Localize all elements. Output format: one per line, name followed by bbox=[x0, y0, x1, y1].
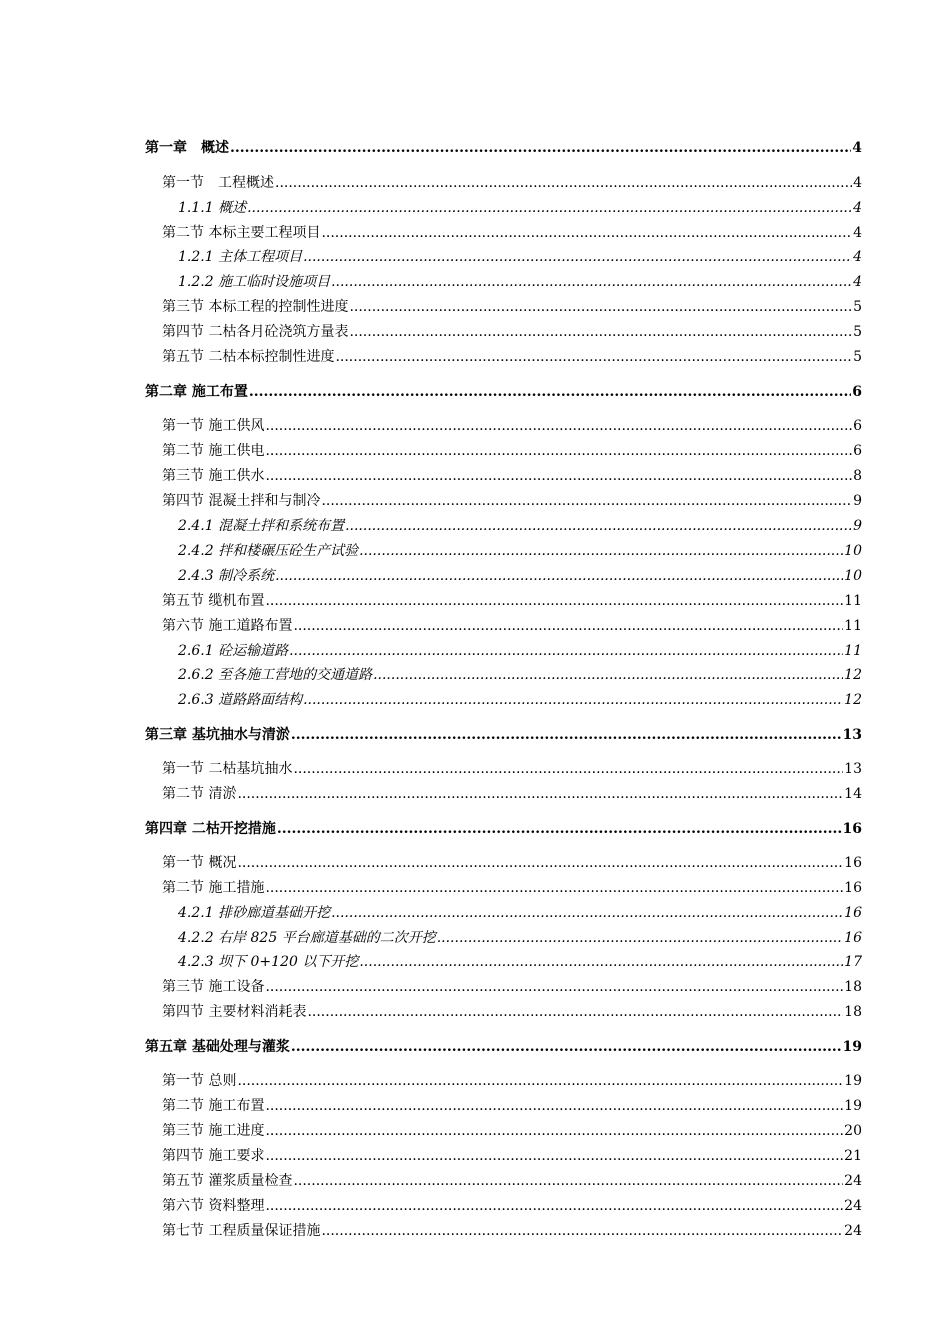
toc-page-number: 24 bbox=[844, 1173, 862, 1189]
toc-page-number: 16 bbox=[844, 880, 862, 896]
toc-entry-title: 第四节 主要材料消耗表 bbox=[162, 1004, 307, 1020]
dot-leader bbox=[303, 249, 852, 265]
toc-chapter-entry[interactable] bbox=[145, 137, 862, 157]
dot-leader bbox=[321, 1223, 843, 1239]
toc-section-entry[interactable] bbox=[162, 490, 862, 510]
toc-page-number: 5 bbox=[853, 324, 862, 340]
dot-leader bbox=[437, 930, 843, 946]
toc-page-number: 4 bbox=[853, 225, 862, 241]
toc-section-entry[interactable] bbox=[162, 465, 862, 485]
toc-page-number: 4 bbox=[853, 274, 862, 290]
dot-leader bbox=[291, 1039, 842, 1055]
toc-entry-title: 第一节 施工供风 bbox=[162, 418, 265, 434]
toc-subsection-entry[interactable] bbox=[178, 664, 862, 684]
toc-section-entry[interactable] bbox=[162, 415, 862, 435]
toc-entry-title: 第七节 工程质量保证措施 bbox=[162, 1223, 321, 1239]
toc-section-entry[interactable] bbox=[162, 321, 862, 341]
toc-page-number: 9 bbox=[853, 518, 862, 534]
toc-entry-title: 第三节 施工设备 bbox=[162, 979, 265, 995]
dot-leader bbox=[277, 821, 842, 837]
dot-leader bbox=[230, 140, 851, 156]
toc-entry-title: 第四节 混凝土拌和与制冷 bbox=[162, 493, 321, 509]
dot-leader bbox=[237, 855, 843, 871]
toc-entry-title: 2.6.2 至各施工营地的交通道路 bbox=[178, 667, 373, 683]
toc-entry-title: 第五节 二枯本标控制性进度 bbox=[162, 349, 335, 365]
dot-leader bbox=[331, 274, 852, 290]
dot-leader bbox=[349, 324, 852, 340]
toc-entry-title: 4.2.1 排砂廊道基础开挖 bbox=[178, 905, 331, 921]
toc-page-number: 9 bbox=[853, 493, 862, 509]
toc-page-number: 20 bbox=[844, 1123, 862, 1139]
dot-leader bbox=[275, 568, 843, 584]
toc-section-entry[interactable] bbox=[162, 1195, 862, 1215]
toc-section-entry[interactable] bbox=[162, 877, 862, 897]
toc-page-number: 5 bbox=[853, 299, 862, 315]
toc-page-number: 4 bbox=[852, 140, 862, 156]
toc-entry-title: 第三章 基坑抽水与清淤 bbox=[145, 727, 290, 743]
toc-subsection-entry[interactable] bbox=[178, 640, 862, 660]
toc-section-entry[interactable] bbox=[162, 1001, 862, 1021]
toc-entry-title: 1.2.2 施工临时设施项目 bbox=[178, 274, 331, 290]
toc-entry-title: 第二节 本标主要工程项目 bbox=[162, 225, 321, 241]
dot-leader bbox=[307, 1004, 843, 1020]
toc-subsection-entry[interactable] bbox=[178, 515, 862, 535]
toc-entry-title: 第二节 施工布置 bbox=[162, 1098, 265, 1114]
dot-leader bbox=[359, 543, 843, 559]
toc-page-number: 8 bbox=[853, 468, 862, 484]
toc-entry-title: 4.2.2 右岸 825 平台廊道基础的二次开挖 bbox=[178, 930, 436, 946]
toc-chapter-entry[interactable] bbox=[145, 818, 862, 838]
toc-page-number: 24 bbox=[844, 1198, 862, 1214]
toc-entry-title: 第六节 施工道路布置 bbox=[162, 618, 293, 634]
toc-page-number: 12 bbox=[844, 667, 862, 683]
toc-entry-title: 2.4.3 制冷系统 bbox=[178, 568, 275, 584]
toc-entry-title: 第二节 清淤 bbox=[162, 786, 237, 802]
dot-leader bbox=[335, 349, 852, 365]
toc-subsection-entry[interactable] bbox=[178, 689, 862, 709]
dot-leader bbox=[349, 299, 852, 315]
dot-leader bbox=[291, 727, 842, 743]
toc-page-number: 10 bbox=[844, 568, 862, 584]
toc-entry-title: 第二章 施工布置 bbox=[145, 384, 248, 400]
dot-leader bbox=[237, 1073, 843, 1089]
toc-entry-title: 第二节 施工供电 bbox=[162, 443, 265, 459]
toc-entry-title: 2.6.1 砼运输道路 bbox=[178, 643, 289, 659]
toc-entry-title: 第一节 工程概述 bbox=[162, 175, 274, 191]
toc-chapter-entry[interactable] bbox=[145, 1036, 862, 1056]
dot-leader bbox=[321, 493, 852, 509]
toc-page-number: 11 bbox=[844, 643, 862, 659]
toc-page-number: 18 bbox=[844, 1004, 862, 1020]
toc-section-entry[interactable] bbox=[162, 758, 862, 778]
toc-subsection-entry[interactable] bbox=[178, 565, 862, 585]
dot-leader bbox=[265, 443, 852, 459]
dot-leader bbox=[303, 692, 843, 708]
dot-leader bbox=[321, 225, 852, 241]
dot-leader bbox=[275, 175, 852, 191]
toc-page-number: 4 bbox=[853, 175, 862, 191]
dot-leader bbox=[237, 786, 843, 802]
toc-section-entry[interactable] bbox=[162, 296, 862, 316]
toc-section-entry[interactable] bbox=[162, 1170, 862, 1190]
toc-page-number: 16 bbox=[844, 855, 862, 871]
dot-leader bbox=[265, 979, 843, 995]
toc-page-number: 16 bbox=[844, 905, 862, 921]
toc-subsection-entry[interactable] bbox=[178, 927, 862, 947]
toc-page-number: 13 bbox=[844, 761, 862, 777]
toc-chapter-entry[interactable] bbox=[145, 381, 862, 401]
toc-entry-title: 第一节 总则 bbox=[162, 1073, 237, 1089]
toc-subsection-entry[interactable] bbox=[178, 197, 862, 217]
toc-page-number: 16 bbox=[844, 930, 862, 946]
toc-entry-title: 第五章 基础处理与灌浆 bbox=[145, 1039, 290, 1055]
toc-page-number: 12 bbox=[844, 692, 862, 708]
toc-subsection-entry[interactable] bbox=[178, 271, 862, 291]
toc-page-number: 21 bbox=[844, 1148, 862, 1164]
dot-leader bbox=[265, 1148, 843, 1164]
toc-section-entry[interactable] bbox=[162, 222, 862, 242]
dot-leader bbox=[265, 1098, 843, 1114]
toc-page-number: 6 bbox=[852, 384, 862, 400]
dot-leader bbox=[289, 643, 843, 659]
toc-page-number: 16 bbox=[842, 821, 862, 837]
toc-subsection-entry[interactable] bbox=[178, 951, 862, 971]
dot-leader bbox=[331, 905, 843, 921]
toc-section-entry[interactable] bbox=[162, 346, 862, 366]
toc-entry-title: 第三节 施工供水 bbox=[162, 468, 265, 484]
toc-section-entry[interactable] bbox=[162, 1070, 862, 1090]
toc-page-number: 10 bbox=[844, 543, 862, 559]
toc-section-entry[interactable] bbox=[162, 1145, 862, 1165]
toc-page-number: 17 bbox=[844, 954, 862, 970]
dot-leader bbox=[265, 1198, 843, 1214]
toc-section-entry[interactable] bbox=[162, 1120, 862, 1140]
dot-leader bbox=[293, 618, 843, 634]
toc-page-number: 14 bbox=[844, 786, 862, 802]
toc-section-entry[interactable] bbox=[162, 615, 862, 635]
toc-entry-title: 4.2.3 坝下 0+120 以下开挖 bbox=[178, 954, 359, 970]
toc-entry-title: 第二节 施工措施 bbox=[162, 880, 265, 896]
toc-section-entry[interactable] bbox=[162, 1095, 862, 1115]
toc-entry-title: 第四节 二枯各月砼浇筑方量表 bbox=[162, 324, 349, 340]
toc-entry-title: 第四节 施工要求 bbox=[162, 1148, 265, 1164]
dot-leader bbox=[373, 667, 843, 683]
toc-entry-title: 1.2.1 主体工程项目 bbox=[178, 249, 303, 265]
toc-subsection-entry[interactable] bbox=[178, 902, 862, 922]
toc-section-entry[interactable] bbox=[162, 172, 862, 192]
toc-page-number: 6 bbox=[853, 418, 862, 434]
toc-page-number: 18 bbox=[844, 979, 862, 995]
dot-leader bbox=[249, 384, 851, 400]
dot-leader bbox=[247, 200, 852, 216]
toc-entry-title: 第六节 资料整理 bbox=[162, 1198, 265, 1214]
toc-page-number: 5 bbox=[853, 349, 862, 365]
dot-leader bbox=[293, 1173, 843, 1189]
toc-entry-title: 第一章 概述 bbox=[145, 140, 229, 156]
toc-section-entry[interactable] bbox=[162, 440, 862, 460]
toc-entry-title: 2.6.3 道路路面结构 bbox=[178, 692, 303, 708]
dot-leader bbox=[265, 418, 852, 434]
toc-page-number: 19 bbox=[844, 1073, 862, 1089]
toc-entry-title: 1.1.1 概述 bbox=[178, 200, 247, 216]
toc-subsection-entry[interactable] bbox=[178, 540, 862, 560]
toc-entry-title: 第三节 本标工程的控制性进度 bbox=[162, 299, 349, 315]
toc-entry-title: 第四章 二枯开挖措施 bbox=[145, 821, 276, 837]
toc-page-number: 11 bbox=[844, 593, 862, 609]
dot-leader bbox=[359, 954, 843, 970]
dot-leader bbox=[293, 761, 843, 777]
dot-leader bbox=[265, 593, 843, 609]
toc-section-entry[interactable] bbox=[162, 590, 862, 610]
toc-page-number: 6 bbox=[853, 443, 862, 459]
toc-page-number: 19 bbox=[844, 1098, 862, 1114]
toc-section-entry[interactable] bbox=[162, 783, 862, 803]
toc-entry-title: 2.4.1 混凝土拌和系统布置 bbox=[178, 518, 345, 534]
toc-page-number: 13 bbox=[842, 727, 862, 743]
toc-page-number: 24 bbox=[844, 1223, 862, 1239]
toc-entry-title: 2.4.2 拌和楼碾压砼生产试验 bbox=[178, 543, 359, 559]
toc-entry-title: 第五节 灌浆质量检查 bbox=[162, 1173, 293, 1189]
dot-leader bbox=[265, 1123, 843, 1139]
toc-entry-title: 第一节 概况 bbox=[162, 855, 237, 871]
toc-page-number: 4 bbox=[853, 249, 862, 265]
toc-chapter-entry[interactable] bbox=[145, 724, 862, 744]
toc-page-number: 11 bbox=[844, 618, 862, 634]
toc-page-number: 4 bbox=[853, 200, 862, 216]
toc-entry-title: 第一节 二枯基坑抽水 bbox=[162, 761, 293, 777]
toc-entry-title: 第五节 缆机布置 bbox=[162, 593, 265, 609]
dot-leader bbox=[265, 880, 843, 896]
toc-subsection-entry[interactable] bbox=[178, 246, 862, 266]
dot-leader bbox=[345, 518, 852, 534]
toc-section-entry[interactable] bbox=[162, 1220, 862, 1240]
toc-section-entry[interactable] bbox=[162, 976, 862, 996]
toc-entry-title: 第三节 施工进度 bbox=[162, 1123, 265, 1139]
toc-page-number: 19 bbox=[842, 1039, 862, 1055]
toc-section-entry[interactable] bbox=[162, 852, 862, 872]
dot-leader bbox=[265, 468, 852, 484]
